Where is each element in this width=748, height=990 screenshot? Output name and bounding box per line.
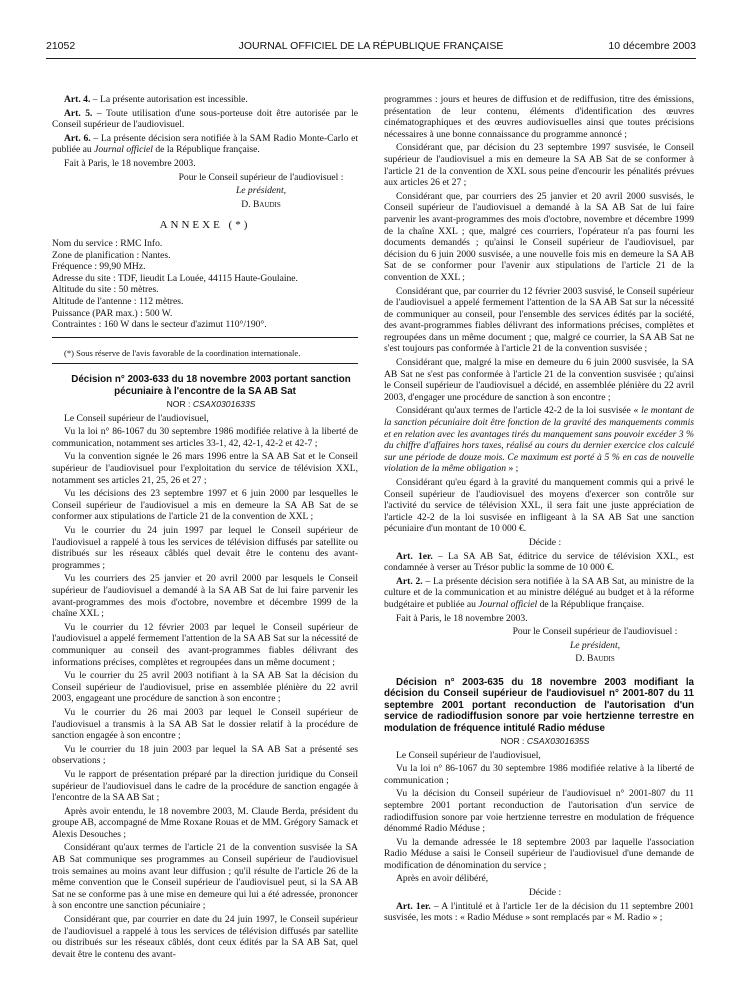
- paragraph: Vu la loi n° 86-1067 du 30 septembre 1986 modifiée relative à la liberté de communication, notamment ses articles 33-1, 42, 42-1, 42-2 et 42-7 ;: [52, 426, 358, 449]
- annexe-item: Contraintes : 160 W dans le secteur d'azimut 110°/190°.: [52, 319, 267, 331]
- article-1: Art. 1er. – A l'intitulé et à l'article 1er de la décision du 11 septembre 2001 susvisée, les mots : « Radio Méduse » sont remplacés par « M. Radio » ;: [384, 900, 694, 924]
- paragraph-continued: programmes : jours et heures de diffusion et de rediffusion, titre des émissions, présentation de leur contenu, éléments d'identification des œuvres cinématographiques et des œuvres audiovisuelles ainsi que toutes précisions nécessaires à une bonne connaissance du programme annoncé ;: [384, 94, 694, 140]
- decision-title: Décision n° 2003-633 du 18 novembre 2003 portant sanction pécuniaire à l'encontre de la SA AB Sat: [71, 374, 351, 397]
- paragraph: Le Conseil supérieur de l'audiovisuel,: [396, 749, 541, 761]
- paragraph: Considérant que, par décision du 23 septembre 1997 susvisée, le Conseil supérieur de l'audiovisuel a mis en demeure la SA AB Sat de se conformer à l'article 21 de la convention de XXL sous peine d'encourir les pénalités prévues aux articles 26 et 27 ;: [384, 142, 694, 189]
- signature-name: D. Baudis: [241, 198, 281, 210]
- paragraph: Vu la loi n° 86-1067 du 30 septembre 1986 modifiée relative à la liberté de communication ;: [384, 763, 694, 786]
- nor-reference: NOR : CSAX0301635S: [500, 735, 590, 746]
- paragraph: Vu le courrier du 12 février 2003 par lequel le Conseil supérieur de l'audiovisuel a appelé fermement l'attention de la SA AB Sat sur la nécessité de communiquer au conseil des avant-programmes fiables délivrant des informations précises, complètes et regroupées dans un même document ;: [52, 621, 358, 668]
- article-42-2-quote: Considérant qu'aux termes de l'article 42-2 de la loi susvisée « le montant de la sanction pécuniaire doit être fonction de la gravité des manquements commis et en relation avec les avantages tirés du manquement sans pouvoir excéder 3 % du chiffre d'affaires hors taxes, réalisé au cours du dernier exercice clos calculé sur une période de douze mois. Ce maximum est porté à 5 % en cas de nouvelle violation de la même obligation » ;: [384, 405, 694, 475]
- paragraph: Considérant qu'eu égard à la gravité du manquement commis qui a privé le Conseil supérieur de l'audiovisuel des moyens d'exercer son contrôle sur l'activité du service de télévision XXL, il sera fait une juste appréciation de l'article 42-2 de la loi susvisée en infligeant à la SA AB Sat une sanction pécuniaire d'un montant de 10 000 €.: [384, 477, 694, 535]
- signature-line: Pour le Conseil supérieur de l'audiovisuel :: [512, 626, 678, 638]
- page-number: 21052: [46, 40, 76, 52]
- signature-name: D. Baudis: [575, 653, 615, 665]
- decision-title: Décision n° 2003-635 du 18 novembre 2003 modifiant la décision du Conseil supérieur de l'audiovisuel n° 2001-807 du 11 septembre 2001 portant reconduction de l'autorisation d'un service de radiodiffusion sonore par voie hertzienne terrestre en modulation de fréquence intitulé Radio méduse: [384, 676, 694, 734]
- paragraph: Vu la convention signée le 26 mars 1996 entre la SA AB Sat et le Conseil supérieur de l'audiovisuel pour l'exploitation du service de télévision XXL, notamment ses articles 21, 25, 26 et 27 ;: [52, 451, 358, 486]
- annexe-item: Fréquence : 99,90 MHz.: [52, 261, 146, 273]
- annexe-item: Altitude de l'antenne : 112 mètres.: [52, 295, 184, 307]
- paragraph: Vu la demande adressée le 18 septembre 2003 par laquelle l'association Radio Méduse a saisi le Conseil supérieur de l'audiovisuel d'une demande de modification de dénomination du service ;: [384, 836, 694, 871]
- annexe-item: Altitude du site : 50 mètres.: [52, 284, 159, 296]
- annexe-list: [52, 238, 358, 331]
- paragraph: Vu le courrier du 24 juin 1997 par lequel le Conseil supérieur de l'audiovisuel a rappelé à tous les services de télévision diffusés par satellite ou distribués sur les réseaux câblés quel devait être le contenu des avant-programmes ;: [52, 525, 358, 571]
- paragraph: Le Conseil supérieur de l'audiovisuel,: [64, 412, 209, 424]
- journal-title: JOURNAL OFFICIEL DE LA RÉPUBLIQUE FRANÇAISE: [238, 40, 504, 52]
- paragraph: Vu les décisions des 23 septembre 1997 et 6 juin 2000 par lesquelles le Conseil supérieur de l'audiovisuel a mis en demeure la SA AB Sat de se conformer aux stipulations de l'article 21 de la convention de XXL ;: [52, 488, 358, 523]
- divider: [52, 337, 358, 338]
- decide-heading: Décide :: [528, 536, 562, 548]
- paragraph: Vu le rapport de présentation préparé par la direction juridique du Conseil supérieur de l'audiovisuel dans le cadre de la procédure de sanction engagée à l'encontre de la SA AB Sat ;: [52, 768, 358, 804]
- issue-date: 10 décembre 2003: [608, 40, 696, 52]
- paragraph: Considérant qu'aux termes de l'article 21 de la convention susvisée la SA AB Sat communique ses programmes au Conseil supérieur de l'audiovisuel trois semaines au moins avant leur diffusion ; qu'il résulte de l'article 26 de la même convention que le Conseil supérieur de l'audiovisuel peut, si la SA AB Sat ne se conforme pas à une mise en demeure qui lui a été adressée, prononcer à son encontre une sanction pécuniaire ;: [52, 842, 358, 912]
- footnote: (*) Sous réserve de l'avis favorable de la coordination internationale.: [64, 347, 301, 358]
- paragraph: Vu le courrier du 18 juin 2003 par lequel la SA AB Sat a présenté ses observations ;: [52, 743, 358, 767]
- signature-line: Pour le Conseil supérieur de l'audiovisuel :: [178, 171, 344, 183]
- paragraph: Considérant que, par courrier du 12 février 2003 susvisé, le Conseil supérieur de l'audiovisuel a appelé fermement l'attention de la SA AB Sat sur la nécessité de communiquer au conseil, pour l'ensemble des services édités par la société, des avant-programmes fiables délivrant des informations précises, complètes et regroupées dans un même document ; que, malgré ce courrier, la SA AB Sat ne s'est toujours pas conformée à l'article 21 de la convention susvisée ;: [384, 285, 694, 355]
- annexe-title: ANNEXE (*): [159, 219, 251, 232]
- paragraph: Considérant que, par courriers des 25 janvier et 20 avril 2000 susvisés, le Conseil supérieur de l'audiovisuel a demandé à la SA AB Sat de lui faire parvenir les avant-programmes des mois d'octobre, novembre et décembre 1999 de la chaîne XXL ; que, malgré ces courriers, l'opérateur n'a pas fourni les documents demandés ; qu'ainsi le Conseil supérieur de l'audiovisuel, par décision du 6 juin 2000 susvisée, a une nouvelle fois mis en demeure la SA AB Sat de se conformer pour l'avenir aux stipulations de l'article 21 de la convention de XXL ;: [384, 190, 694, 283]
- page-header: [46, 40, 696, 59]
- divider: [52, 363, 358, 364]
- signature-role: Le président,: [235, 185, 287, 197]
- article-4: Art. 4. – La présente autorisation est incessible.: [64, 94, 248, 105]
- paragraph: Vu les courriers des 25 janvier et 20 avril 2000 par lesquels le Conseil supérieur de l'audiovisuel a demandé à la SA AB Sat de lui faire parvenir les avant-programmes des mois d'octobre, novembre et décembre 1999 de la chaîne XXL ;: [52, 573, 358, 620]
- paragraph: Vu le courrier du 25 avril 2003 notifiant à la SA AB Sat la décision du Conseil supérieur de l'audiovisuel, prise en assemblée plénière du 22 avril 2003, engageant une procédure de sanction à son encontre ;: [52, 670, 358, 705]
- annexe-item: Adresse du site : TDF, lieudit La Louée, 44115 Haute-Goulaine.: [52, 272, 298, 284]
- annexe-item: Zone de planification : Nantes.: [52, 249, 171, 261]
- left-column: [52, 94, 358, 984]
- paragraph: Après avoir entendu, le 18 novembre 2003, M. Claude Berda, président du groupe AB, accompagné de Mme Roxane Rouas et de MM. Grégory Samack et Alexis Desouches ;: [52, 805, 358, 840]
- paragraph: Considérant que, malgré la mise en demeure du 6 juin 2000 susvisée, la SA AB Sat ne s'est pas conformée à l'article 21 de la convention susvisée ; qu'ainsi le Conseil supérieur de l'audiovisuel a décidé, en assemblée plénière du 22 avril 2003, d'engager une procédure de sanction à son encontre ;: [384, 357, 694, 403]
- done-at-paris: Fait à Paris, le 18 novembre 2003.: [64, 157, 196, 169]
- annexe-item: Puissance (PAR max.) : 500 W.: [52, 307, 173, 319]
- annexe-item: Nom du service : RMC Info.: [52, 237, 163, 249]
- article-5: Art. 5. – Toute utilisation d'une sous-porteuse doit être autorisée par le Conseil supérieur de l'audiovisuel.: [52, 107, 358, 131]
- paragraph: Considérant que, par courrier en date du 24 juin 1997, le Conseil supérieur de l'audiovisuel a rappelé à tous les services de télévision diffusés par satellite ou distribués sur les réseaux câblés, dont ceux édités par la SA AB Sat, quel devait être le contenu des avant-: [52, 914, 358, 960]
- decide-heading: Décide :: [528, 887, 562, 899]
- article-6: Art. 6. – La présente décision sera notifiée à la SAM Radio Monte-Carlo et publiée au Journal officiel de la République française.: [52, 132, 358, 156]
- article-1: Art. 1er. – La SA AB Sat, éditrice du service de télévision XXL, est condamnée à verser au Trésor public la somme de 10 000 €.: [384, 550, 694, 574]
- paragraph: Vu le courrier du 26 mai 2003 par lequel le Conseil supérieur de l'audiovisuel a transmis à la SA AB Sat le dossier relatif à la procédure de sanction engagée à son encontre ;: [52, 706, 358, 742]
- done-at-paris: Fait à Paris, le 18 novembre 2003.: [396, 612, 528, 624]
- nor-reference: NOR : CSAX0301633S: [166, 399, 256, 410]
- right-column: [384, 94, 694, 984]
- signature-role: Le président,: [569, 639, 621, 651]
- paragraph: Après en avoir délibéré,: [396, 873, 489, 885]
- paragraph: Vu la décision du Conseil supérieur de l'audiovisuel n° 2001-807 du 11 septembre 2001 portant reconduction de l'autorisation d'un service de radiodiffusion sonore par voie hertzienne terrestre en modulation de fréquence dénommé Radio Méduse ;: [384, 788, 694, 835]
- article-2: Art. 2. – La présente décision sera notifiée à la SA AB Sat, au ministre de la culture et de la communication et au ministre délégué au budget et à la réforme budgétaire et publiée au Journal officiel de la République française.: [384, 575, 694, 610]
